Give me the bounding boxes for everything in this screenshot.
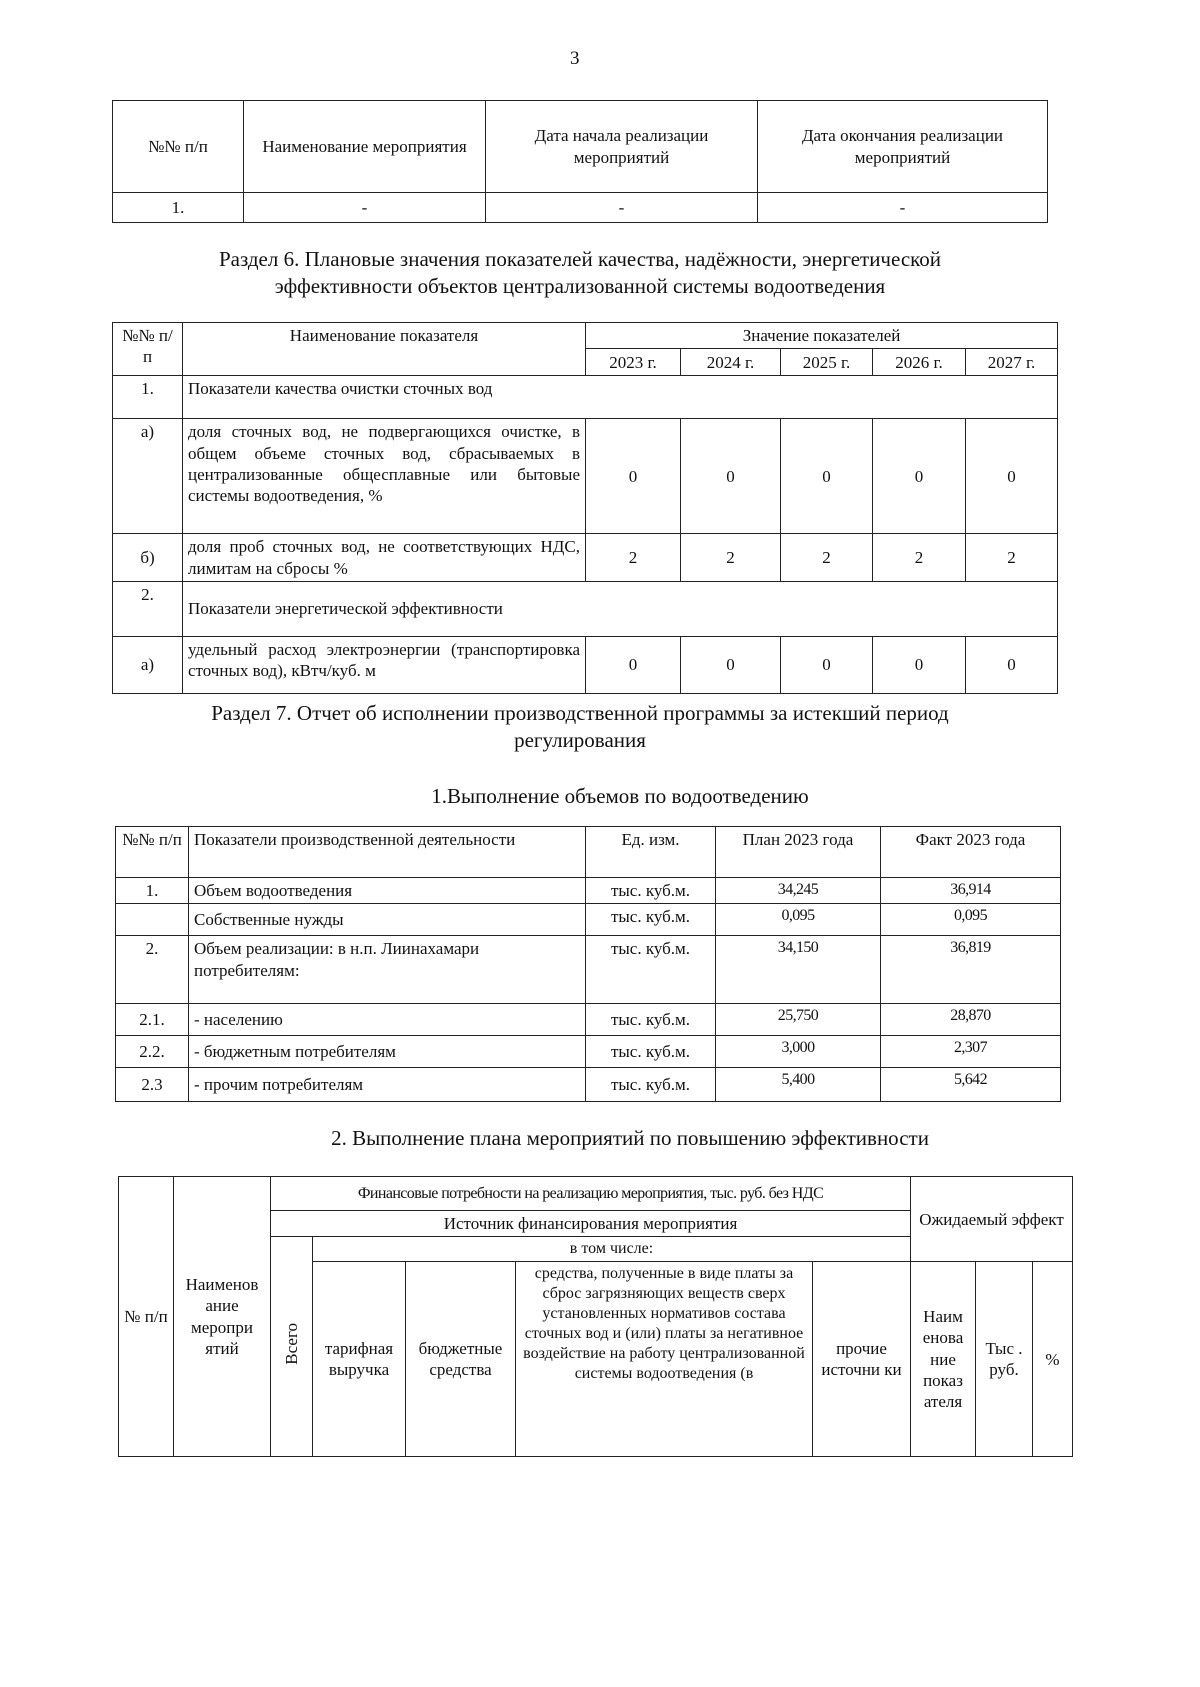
year-2023: 2023 г.	[586, 349, 681, 376]
header-num: №№ п/п	[113, 323, 183, 376]
cell: 0,095	[716, 904, 881, 936]
cell: тыс. куб.м.	[586, 878, 716, 904]
cell: 5,642	[881, 1068, 1061, 1102]
header-num: №№ п/п	[116, 827, 189, 878]
cell: 0	[681, 636, 781, 693]
header-unit: Ед. изм.	[586, 827, 716, 878]
cell: 2.1.	[116, 1004, 189, 1036]
header-name: Наименование мероприятия	[244, 101, 486, 193]
header-including: в том числе:	[313, 1237, 911, 1262]
cell: доля проб сточных вод, не соответствующих НДС, лимитам на сбросы %	[183, 534, 586, 582]
header-other-sources: прочие источни ки	[813, 1262, 911, 1457]
cell: - населению	[189, 1004, 586, 1036]
section7-title: Раздел 7. Отчет об исполнении производственной программы за истекший период регулирования	[211, 701, 949, 753]
cell: Объем реализации: в н.п. Лиинахамари потребителям:	[189, 936, 586, 1004]
header-name: Наименование показателя	[183, 323, 586, 376]
table-row	[116, 878, 1061, 904]
cell: 0	[966, 419, 1058, 534]
cell: 2	[781, 534, 873, 582]
cell: 0	[966, 636, 1058, 693]
table-row	[113, 193, 1048, 223]
cell: 1.	[113, 376, 183, 419]
header-total	[271, 1237, 313, 1457]
header-thousand-rub: Тыс . руб.	[976, 1262, 1033, 1457]
header-budget-funds: бюджетные средства	[406, 1262, 516, 1457]
table-row	[116, 1004, 1061, 1036]
cell: 0	[781, 419, 873, 534]
page-number: 3	[570, 48, 580, 69]
header-start: Дата начала реализации мероприятий	[486, 101, 758, 193]
table-row	[116, 1068, 1061, 1102]
cell: 25,750	[716, 1004, 881, 1036]
cell: 34,150	[716, 936, 881, 1004]
header-values: Значение показателей	[586, 323, 1058, 349]
header-funding-source: Источник финансирования мероприятия	[271, 1211, 911, 1237]
cell: 0	[681, 419, 781, 534]
cell: 0	[586, 636, 681, 693]
cell: Показатели качества очистки сточных вод	[183, 376, 1058, 419]
cell: тыс. куб.м.	[586, 1004, 716, 1036]
cell: 36,914	[881, 878, 1061, 904]
header-percent: %	[1033, 1262, 1073, 1457]
cell: 2	[873, 534, 966, 582]
cell: Собственные нужды	[189, 904, 586, 936]
table-row	[113, 534, 1058, 582]
header-fact: Факт 2023 года	[881, 827, 1061, 878]
section6-title: Раздел 6. Плановые значения показателей качества, надёжности, энергетической эффективности объектов централизованной системы водоотведения	[218, 247, 942, 299]
cell: 5,400	[716, 1068, 881, 1102]
cell: 2	[681, 534, 781, 582]
sub1-title: 1.Выполнение объемов по водоотведению	[431, 784, 809, 808]
header-expected-effect: Ожидаемый эффект	[911, 1177, 1073, 1262]
header-num: №№ п/п	[113, 101, 244, 193]
cell: 2	[586, 534, 681, 582]
cell: удельный расход электроэнергии (транспортировка сточных вод), кВтч/куб. м	[183, 636, 586, 693]
table-efficiency-plan	[118, 1176, 1073, 1457]
cell: а)	[113, 419, 183, 534]
header-indicator-name: Наим енова ние показ ателя	[911, 1262, 976, 1457]
cell: 2,307	[881, 1036, 1061, 1068]
cell: а)	[113, 636, 183, 693]
cell: тыс. куб.м.	[586, 936, 716, 1004]
cell: -	[486, 193, 758, 223]
header-financial-needs: Финансовые потребности на реализацию мероприятия, тыс. руб. без НДС	[271, 1177, 911, 1211]
table-row	[113, 636, 1058, 693]
cell: б)	[113, 534, 183, 582]
cell: 2	[966, 534, 1058, 582]
table-events	[112, 100, 1048, 223]
cell: - прочим потребителям	[189, 1068, 586, 1102]
cell: 0	[873, 636, 966, 693]
header-pollution-fees: средства, полученные в виде платы за сброс загрязняющих веществ сверх установленных нормативов состава сточных вод и (или) платы за негативное воздействие на работу централизованной системы водоотведения (в	[516, 1262, 813, 1457]
cell: 1.	[113, 193, 244, 223]
cell: Показатели энергетической эффективности	[183, 581, 1058, 636]
cell: доля сточных вод, не подвергающихся очистке, в общем объеме сточных вод, сбрасываемых в централизованные общесплавные или бытовые системы водоотведения, %	[183, 419, 586, 534]
cell: 0,095	[881, 904, 1061, 936]
cell: 28,870	[881, 1004, 1061, 1036]
year-2025: 2025 г.	[781, 349, 873, 376]
table-volumes	[115, 826, 1061, 1102]
table-row	[116, 936, 1061, 1004]
table-indicators	[112, 322, 1058, 694]
year-2026: 2026 г.	[873, 349, 966, 376]
header-plan: План 2023 года	[716, 827, 881, 878]
cell: 2.	[113, 581, 183, 636]
cell	[116, 904, 189, 936]
cell: 0	[586, 419, 681, 534]
table-row	[116, 904, 1061, 936]
cell: 2.	[116, 936, 189, 1004]
header-total-label: Всего	[281, 1323, 301, 1365]
year-2027: 2027 г.	[966, 349, 1058, 376]
year-2024: 2024 г.	[681, 349, 781, 376]
header-num: № п/п	[119, 1177, 174, 1457]
header-tariff-revenue: тарифная выручка	[313, 1262, 406, 1457]
cell: 1.	[116, 878, 189, 904]
cell: 34,245	[716, 878, 881, 904]
header-indicator: Показатели производственной деятельности	[189, 827, 586, 878]
header-name: Наименов ание меропри ятий	[174, 1177, 271, 1457]
cell: 2.3	[116, 1068, 189, 1102]
cell: 0	[781, 636, 873, 693]
table-row	[116, 1036, 1061, 1068]
cell: 3,000	[716, 1036, 881, 1068]
header-end: Дата окончания реализации мероприятий	[758, 101, 1048, 193]
cell: тыс. куб.м.	[586, 904, 716, 936]
cell: -	[244, 193, 486, 223]
cell: - бюджетным потребителям	[189, 1036, 586, 1068]
cell: 0	[873, 419, 966, 534]
table-row	[113, 376, 1058, 419]
table-row	[113, 581, 1058, 636]
cell: 36,819	[881, 936, 1061, 1004]
cell: -	[758, 193, 1048, 223]
table-row	[113, 419, 1058, 534]
cell: тыс. куб.м.	[586, 1036, 716, 1068]
sub2-title: 2. Выполнение плана мероприятий по повышению эффективности	[331, 1126, 929, 1150]
cell: тыс. куб.м.	[586, 1068, 716, 1102]
cell: Объем водоотведения	[189, 878, 586, 904]
cell: 2.2.	[116, 1036, 189, 1068]
